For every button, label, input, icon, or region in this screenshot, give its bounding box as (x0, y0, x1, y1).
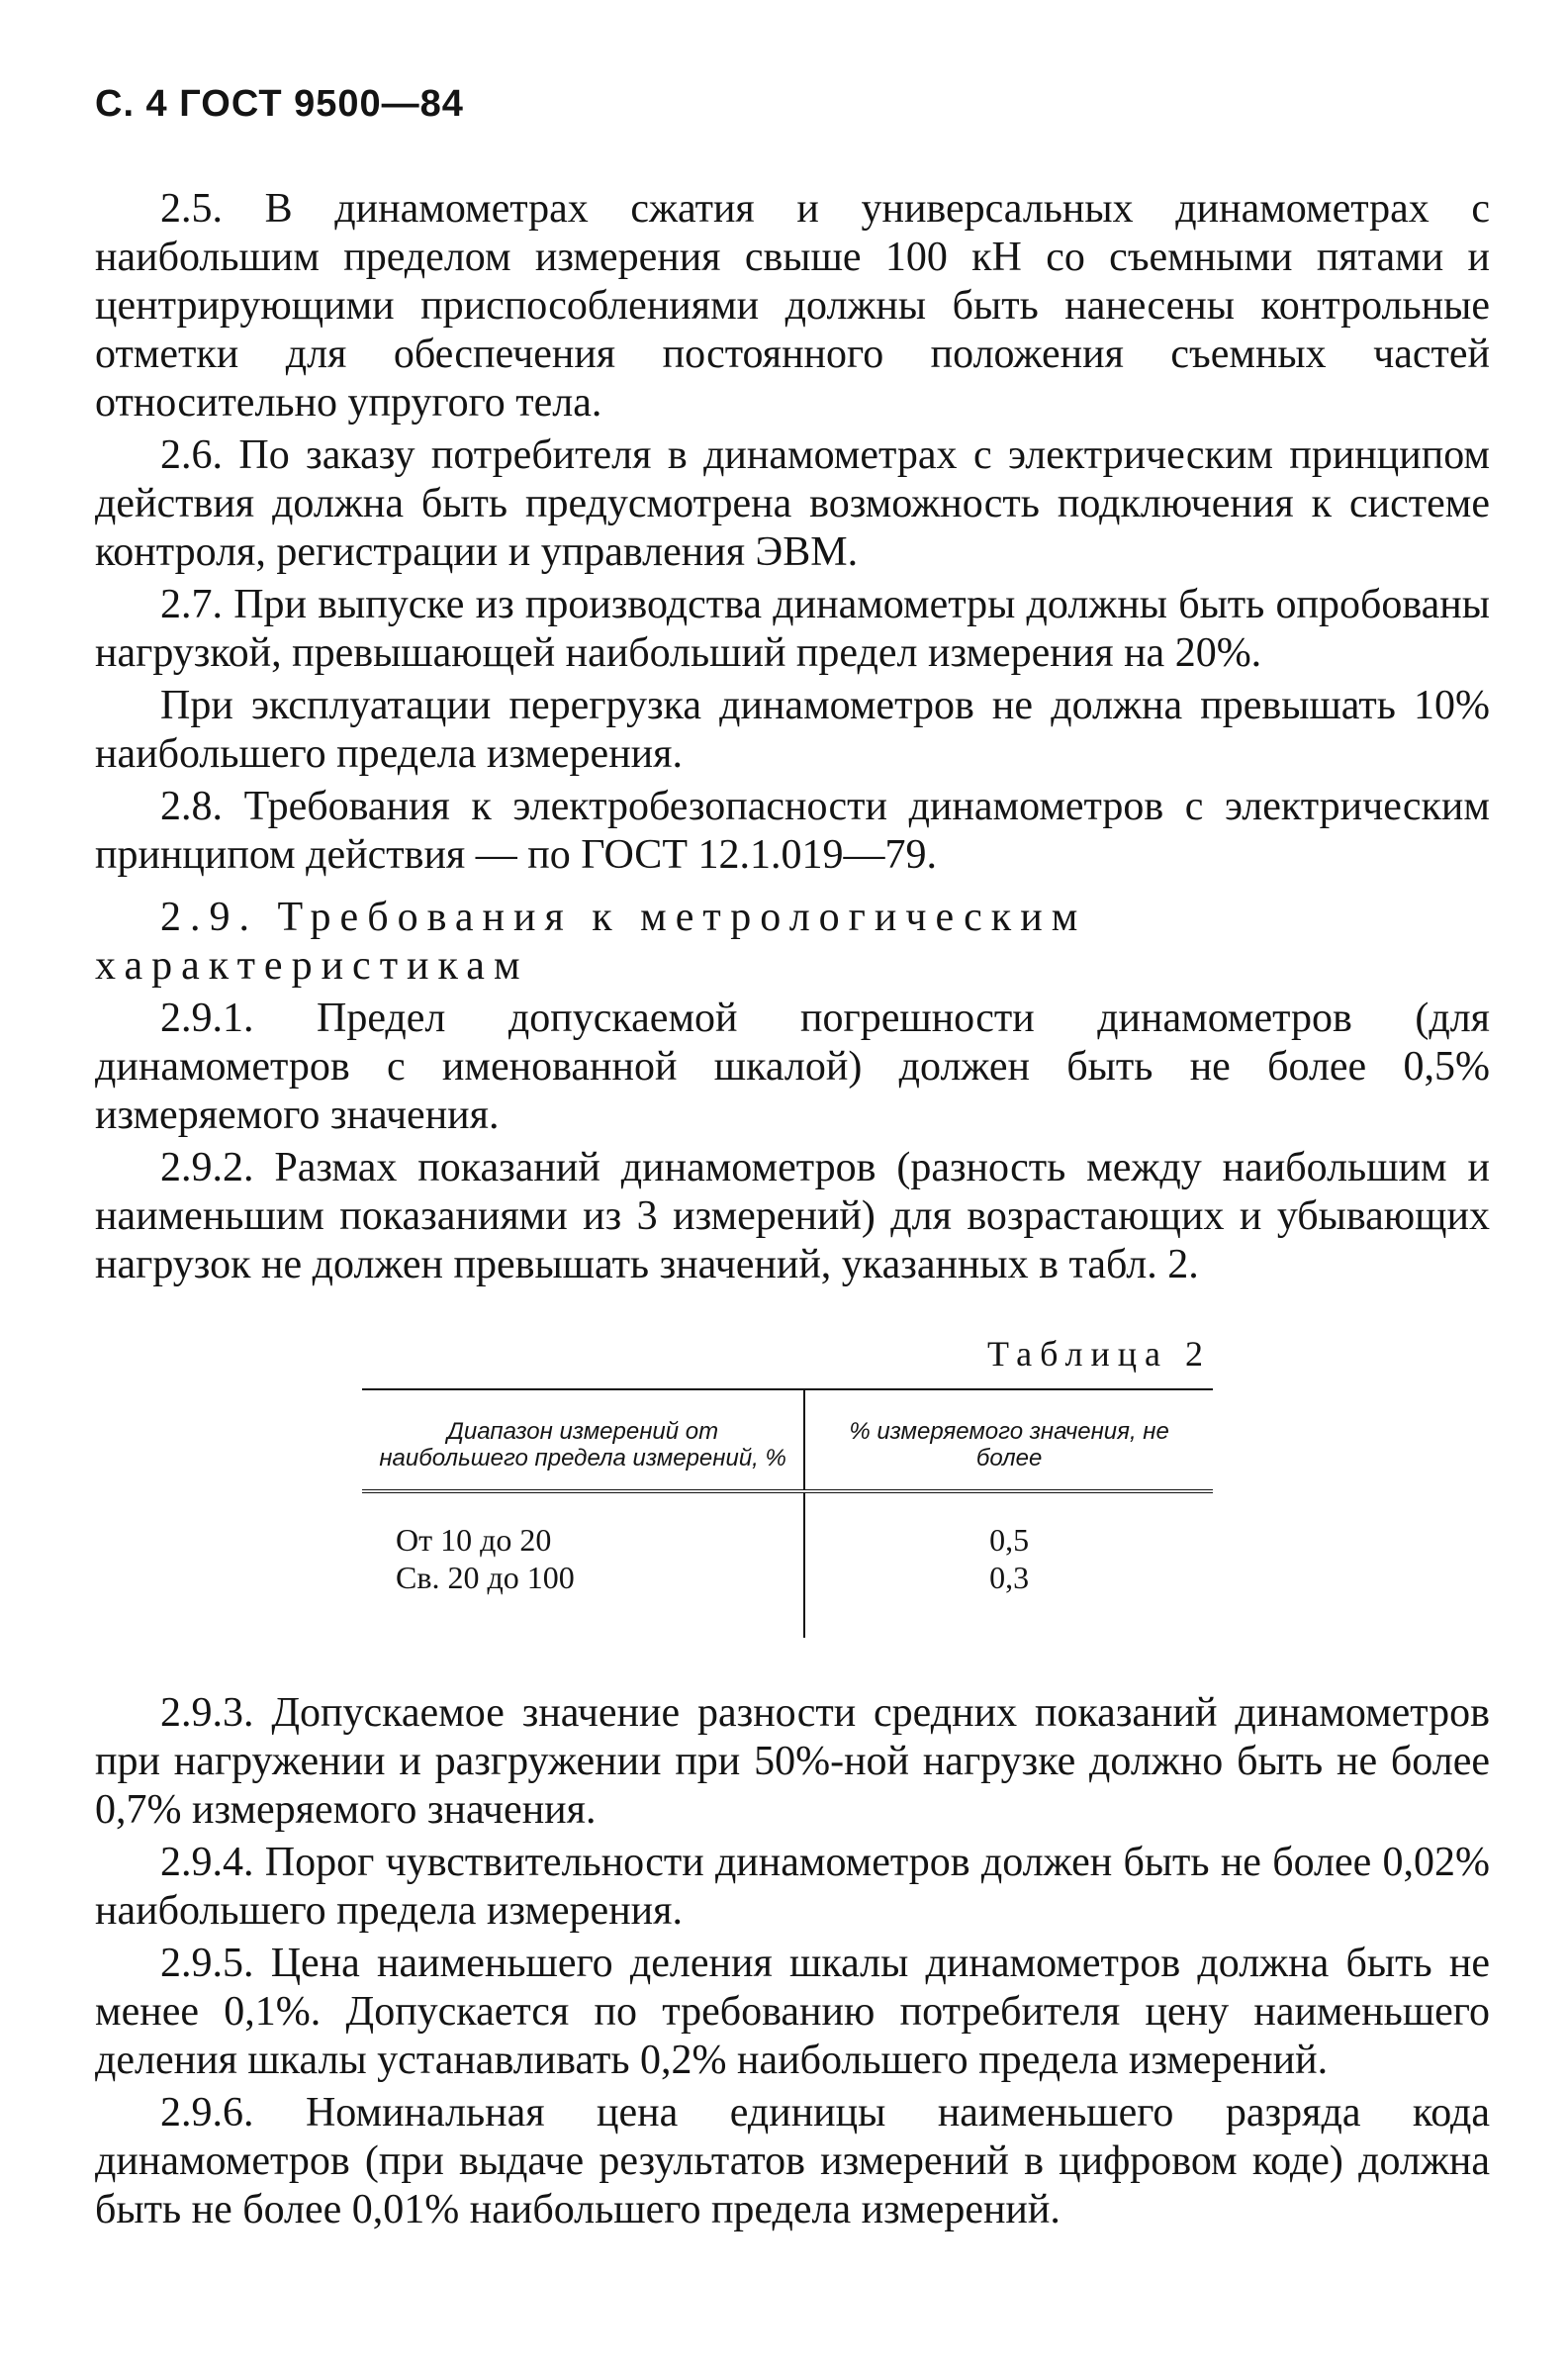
paragraph-2-9-4: 2.9.4. Порог чувствительности динамометров должен быть не более 0,02% наибольшего предела измерения. (95, 1840, 1490, 1934)
table-2 (362, 1388, 1213, 1638)
paragraph-2-9-5: 2.9.5. Цена наименьшего деления шкалы динамометров должна быть не менее 0,1%. Допускается по требованию потребителя цену наименьшего деления шкалы устанавливать 0,2% наибольшего предела измерений. (95, 1941, 1490, 2083)
percent-value: 0,3 (989, 1560, 1030, 1595)
table-header-row (362, 1389, 1213, 1491)
table-row (362, 1491, 1213, 1638)
percent-value: 0,5 (989, 1522, 1030, 1558)
table-cell-range (362, 1491, 804, 1638)
column-header-range: Диапазон измерений от наибольшего предела измерений, % (362, 1389, 804, 1491)
paragraph-2-9-6: 2.9.6. Номинальная цена единицы наименьшего разряда кода динамометров (при выдаче результатов измерений в цифровом коде) должна быть не более 0,01% наибольшего предела измерений. (95, 2090, 1490, 2232)
section-heading-2-9: 2.9. Требования к метрологическим характеристикам (95, 895, 1087, 989)
table-cell-percent (804, 1491, 1213, 1638)
paragraph-2-9-2: 2.9.2. Размах показаний динамометров (разность между наибольшим и наименьшим показаниями из 3 измерений) для возрастающих и убывающих нагрузок не должен превышать значений, указанных в табл. 2. (95, 1145, 1490, 1287)
paragraphs-after-table (95, 1689, 1490, 2234)
paragraph-2-7-overload: При эксплуатации перегрузка динамометров не должна превышать 10% наибольшего предела измерения. (95, 683, 1490, 777)
document-page (95, 83, 1490, 2238)
table-caption: Таблица 2 (987, 1334, 1211, 1374)
range-value: Св. 20 до 100 (396, 1560, 575, 1595)
column-header-percent: % измеряемого значения, не более (804, 1389, 1213, 1491)
paragraph-2-7: 2.7. При выпуске из производства динамометры должны быть опробованы нагрузкой, превышающей наибольший предел измерения на 20%. (95, 582, 1490, 676)
range-value: От 10 до 20 (396, 1522, 552, 1558)
paragraph-2-9-1: 2.9.1. Предел допускаемой погрешности динамометров (для динамометров с именованной шкалой) должен быть не более 0,5% измеряемого значения. (95, 996, 1490, 1138)
paragraph-2-6: 2.6. По заказу потребителя в динамометрах с электрическим принципом действия должна быть предусмотрена возможность подключения к системе контроля, регистрации и управления ЭВМ. (95, 432, 1490, 575)
paragraph-2-8: 2.8. Требования к электробезопасности динамометров с электрическим принципом действия — по ГОСТ 12.1.019—79. (95, 784, 1490, 878)
page-header: С. 4 ГОСТ 9500—84 (95, 83, 464, 125)
paragraph-2-9-3: 2.9.3. Допускаемое значение разности средних показаний динамометров при нагружении и разгружении при 50%-ной нагрузке должно быть не более 0,7% измеряемого значения. (95, 1690, 1490, 1833)
paragraph-2-5: 2.5. В динамометрах сжатия и универсальных динамометрах с наибольшим пределом измерения свыше 100 кН со съемными пятами и центрирующими приспособлениями должны быть нанесены контрольные отметки для обеспечения постоянного положения съемных частей относительно упругого тела. (95, 186, 1490, 426)
